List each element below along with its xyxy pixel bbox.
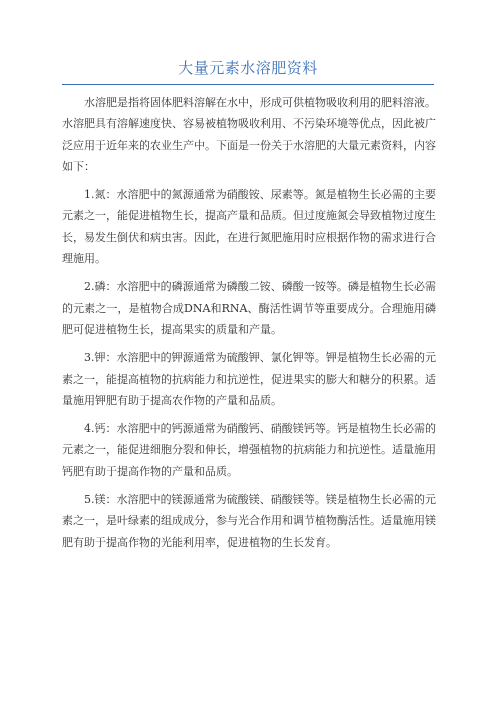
calcium-paragraph: 4.钙：水溶肥中的钙源通常为硝酸钙、硝酸镁钙等。钙是植物生长必需的元素之一，能促进细胞分裂和伸长，增强植物的抗病能力和抗逆性。适量施用钙肥有助于提高作物的产量和品质。: [62, 422, 436, 478]
title-underline: [62, 84, 434, 85]
document-body: [62, 92, 436, 560]
potassium-paragraph: 3.钾：水溶肥中的钾源通常为硫酸钾、氯化钾等。钾是植物生长必需的元素之一，能提高植物的抗病能力和抗逆性，促进果实的膨大和糖分的积累。适量施用钾肥有助于提高农作物的产量和品质。: [62, 351, 436, 407]
document-title: 大量元素水溶肥资料: [178, 59, 318, 77]
intro-paragraph: 水溶肥是指将固体肥料溶解在水中，形成可供植物吸收利用的肥料溶液。水溶肥具有溶解速度快、容易被植物吸收利用、不污染环境等优点，因此被广泛应用于近年来的农业生产中。下面是一份关于水溶肥的大量元素资料，内容如下：: [62, 96, 436, 173]
phosphorus-paragraph: 2.磷：水溶肥中的磷源通常为磷酸二铵、磷酸一铵等。磷是植物生长必需的元素之一，是植物合成DNA和RNA、酶活性调节等重要成分。合理施用磷肥可促进植物生长，提高果实的质量和产量。: [62, 280, 436, 336]
nitrogen-paragraph: 1.氮：水溶肥中的氮源通常为硝酸铵、尿素等。氮是植物生长必需的主要元素之一，能促进植物生长，提高产量和品质。但过度施氮会导致植物过度生长，易发生倒伏和病虫害。因此，在进行氮肥施用时应根据作物的需求进行合理施用。: [62, 188, 436, 266]
magnesium-paragraph: 5.镁：水溶肥中的镁源通常为硫酸镁、硝酸镁等。镁是植物生长必需的元素之一，是叶绿素的组成成分，参与光合作用和调节植物酶活性。适量施用镁肥有助于提高作物的光能利用率，促进植物的生长发育。: [62, 493, 436, 549]
